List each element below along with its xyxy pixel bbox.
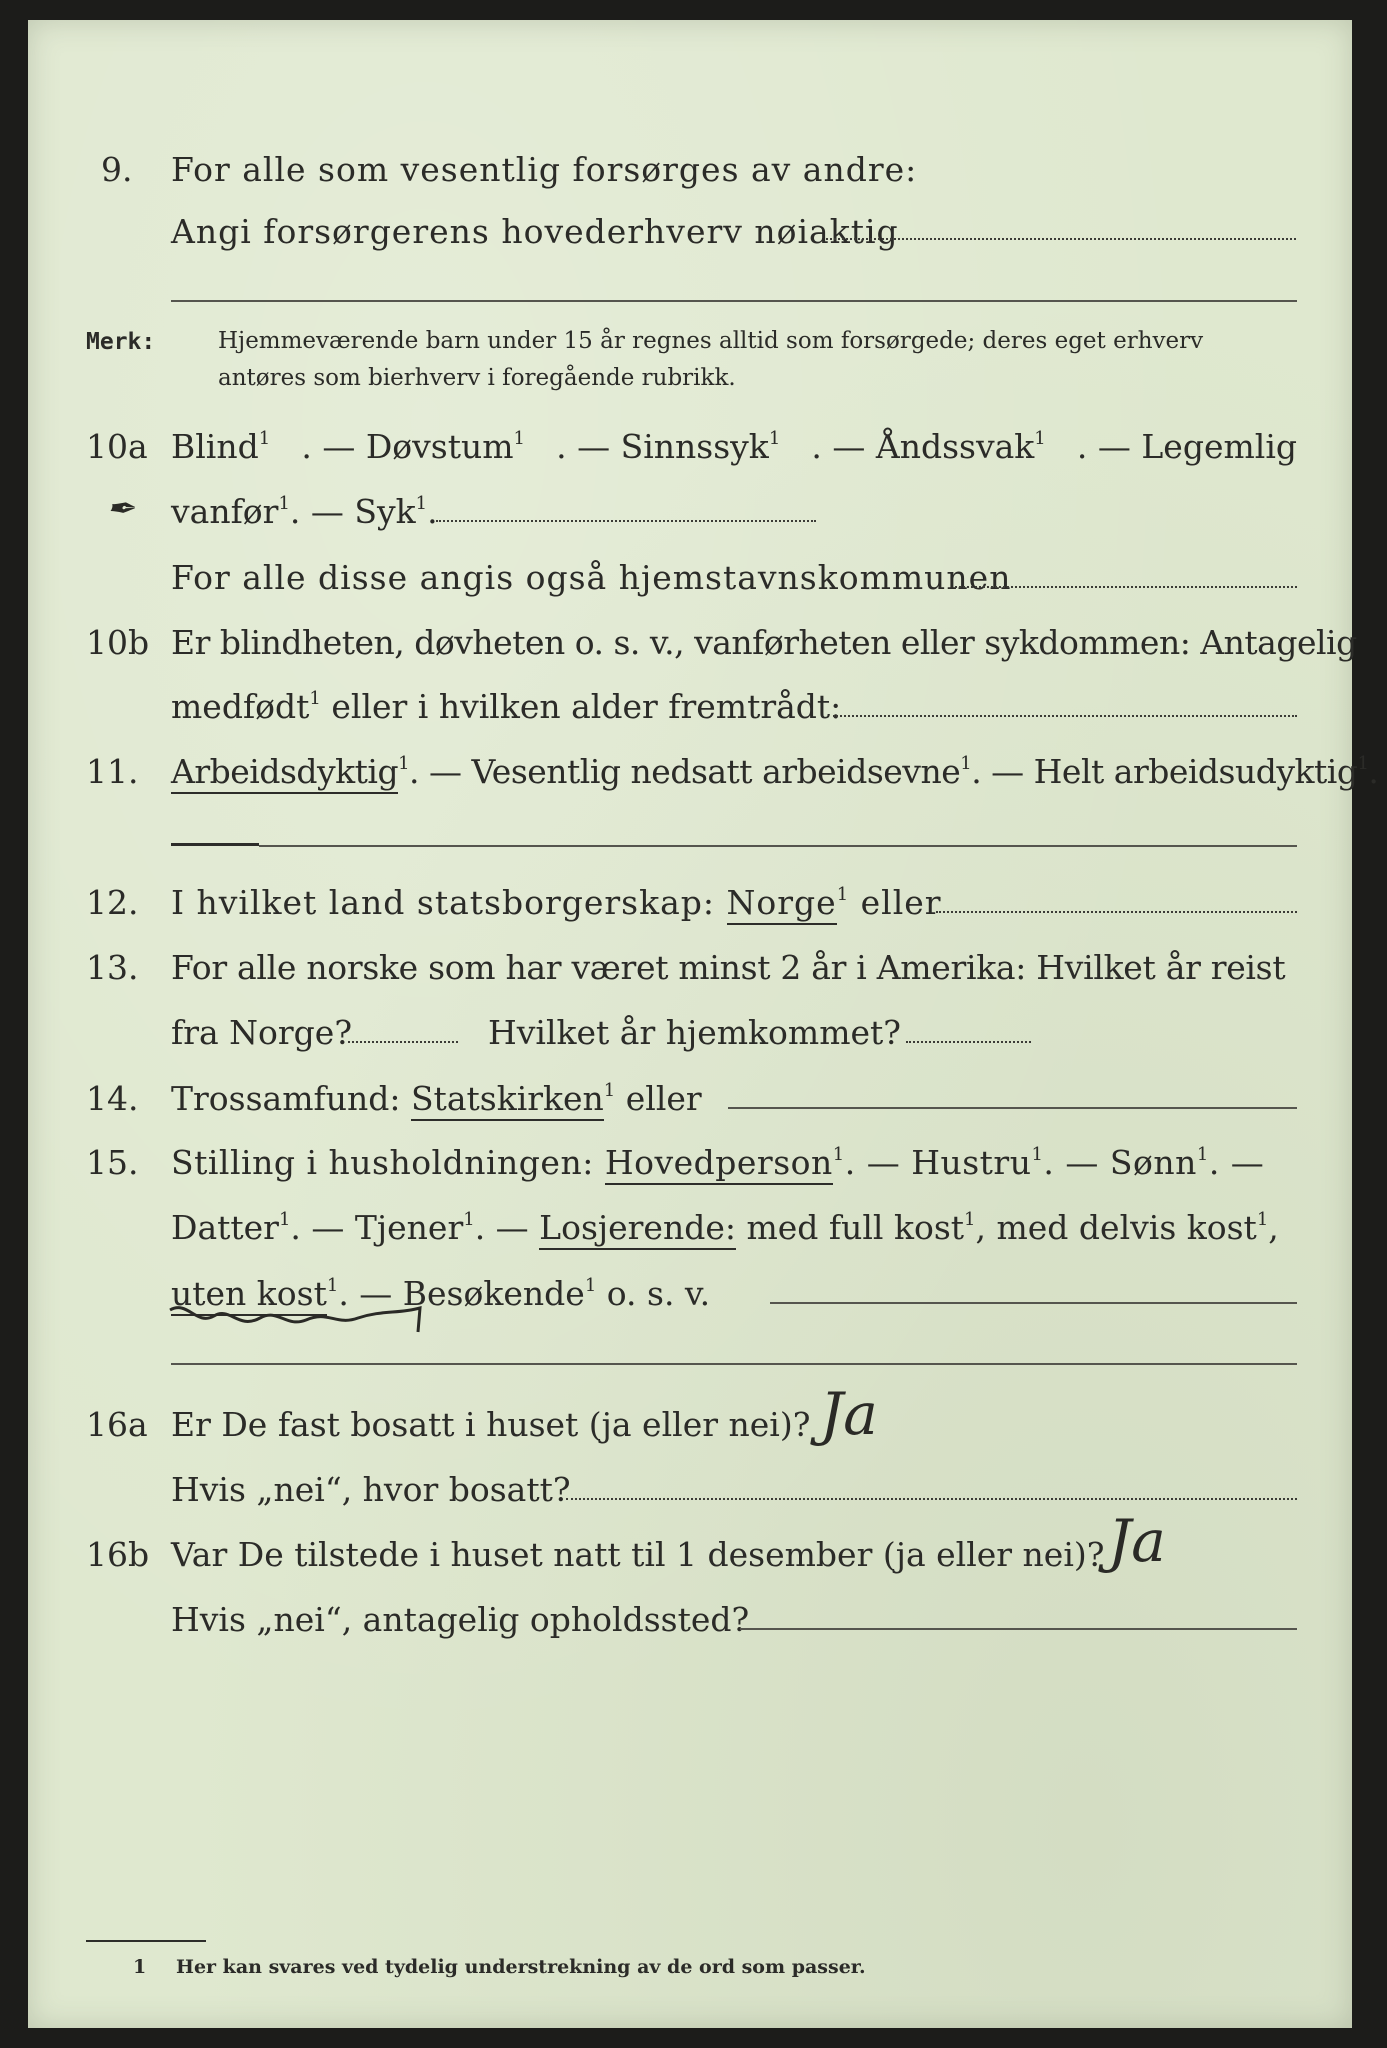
q15-besokende: . — Besøkende [338,1274,585,1313]
q10a-andssvak: . — Åndssvak [811,427,1035,466]
q12-answer-line[interactable] [936,911,1297,913]
footnote-ref: 1 [1256,1209,1269,1230]
q15-dash2: . — [474,1208,540,1247]
q14-eller: eller [615,1079,702,1118]
q13-line2b: Hvilket år hjemkommet? [488,1013,901,1052]
q10b-alder: eller i hvilken alder fremtrådt: [320,687,842,726]
q16b-answer-line[interactable] [740,1628,1297,1630]
q15-sonn: . — Sønn [1043,1143,1197,1182]
q10b-answer-line[interactable] [833,715,1297,717]
census-form-page [28,20,1379,2028]
q10a-legemlig: . — Legemlig [1076,427,1297,466]
q15-osv: o. s. v. [596,1274,711,1313]
merk-line1: Hjemmeværende barn under 15 år regnes alltid som forsørgede; deres eget erhverv [218,328,1204,354]
footnote-ref: 1 [309,688,321,709]
q16a-line2: Hvis „nei“, hvor bosatt? [171,1470,571,1509]
q13-number: 13. [86,948,139,987]
q15-uten-kost-underlined[interactable]: uten kost [171,1274,327,1316]
footnote-ref: 1 [832,1144,845,1165]
merk-line2: antøres som bierhverv i foregående rubrikk. [218,365,736,391]
q16b-handwritten-answer[interactable]: Ja [1108,1507,1166,1575]
q15-delvis-kost: , med delvis kost [975,1208,1257,1247]
q11-pen-stroke [171,843,259,846]
q13-hjemkommet-answer-line[interactable] [906,1041,1031,1043]
q16a-answer-line[interactable] [566,1498,1297,1500]
q15-datter: Datter [171,1208,279,1247]
footnote-ref: 1 [1196,1144,1209,1165]
q11-number: 11. [86,752,139,791]
margin-mark-icon: ✒ [106,489,135,529]
q16a-line1: Er De fast bosatt i huset (ja eller nei)? [171,1405,811,1444]
q9-line2: Angi forsørgerens hovederhverv nøiaktig [171,212,899,251]
footnote-ref: 1 [768,428,781,449]
q15-hustru: . — Hustru [844,1143,1032,1182]
q15-line2 [171,1208,1279,1247]
q16b-line1: Var De tilstede i huset natt til 1 desember (ja eller nei)? [171,1535,1105,1574]
footnote-mark: 1 [133,1956,147,1978]
q16a-number: 16a [86,1405,148,1444]
q9-separator [171,300,1297,302]
q11-udyktig: . — Helt arbeidsudyktig [971,752,1358,791]
q9-number: 9. [101,150,133,189]
q15-number: 15. [86,1143,139,1182]
footnote-ref: 1 [960,753,972,774]
footnote-ref: 1 [513,428,525,449]
footnote-separator [86,1940,206,1942]
footnote-ref: 1 [326,1275,339,1296]
q9-answer-line[interactable] [826,238,1296,240]
q12-question: I hvilket land statsborgerskap: [171,883,727,922]
q15-line1 [171,1143,1265,1182]
footnote-ref: 1 [398,753,410,774]
q15-hovedperson-underlined[interactable]: Hovedperson [605,1143,833,1185]
q15-answer-line[interactable] [770,1302,1297,1304]
footnote-ref: 1 [1031,1144,1044,1165]
q10a-line3: For alle disse angis også hjemstavnskommunen [171,558,1012,597]
footnote-ref: 1 [603,1080,616,1101]
q14-line [171,1079,702,1118]
footnote-ref: 1 [463,1209,475,1230]
q10a-line1 [171,427,1297,466]
q9-line1: For alle som vesentlig forsørges av andre: [171,150,918,189]
q10a-number: 10a [86,427,148,466]
footnote-ref: 1 [964,1209,976,1230]
q11-separator [259,845,1297,847]
footnote-ref: 1 [258,428,271,449]
q15-tjener: . — Tjener [290,1208,464,1247]
q16a-handwritten-answer[interactable]: Ja [820,1380,878,1448]
q15-full-kost: med full kost [735,1208,965,1247]
q11-nedsatt: . — Vesentlig nedsatt arbeidsevne [409,752,961,791]
footnote-ref: 1 [278,493,290,514]
q10a-dovstum: . — Døvstum [301,427,514,466]
q10b-number: 10b [86,623,150,662]
footnote-ref: 1 [1034,428,1046,449]
q10a-syk: . — Syk [289,492,416,531]
footnote-ref: 1 [584,1275,597,1296]
q15-question: Stilling i husholdningen: [171,1143,605,1182]
q14-answer-line[interactable] [728,1107,1297,1109]
q12-norge-underlined[interactable]: Norge [727,883,837,925]
q16b-number: 16b [86,1535,150,1574]
merk-label: Merk: [86,329,156,355]
q10a-kommune-answer-line[interactable] [955,586,1297,588]
q12-number: 12. [86,883,139,922]
footnote-text: Her kan svares ved tydelig understrekning av de ord som passer. [176,1956,866,1978]
q14-number: 14. [86,1079,139,1118]
q14-question: Trossamfund: [171,1079,411,1118]
q10a-syk-answer-line[interactable] [436,520,816,522]
q11-line [171,752,1379,791]
q12-eller: eller [849,883,942,922]
q10a-vanfor: vanfør [171,492,279,531]
q13-line1: For alle norske som har været minst 2 år i Amerika: Hvilket år reist [171,948,1286,987]
q13-reist-answer-line[interactable] [348,1041,458,1043]
q15-dash: . — [1208,1143,1265,1182]
q16b-line2: Hvis „nei“, antagelig opholdssted? [171,1600,750,1639]
q10b-line2 [171,687,842,726]
q10b-line1: Er blindheten, døvheten o. s. v., vanførheten eller sykdommen: Antagelig [171,623,1357,662]
footnote-ref: 1 [836,884,850,905]
q15-handwritten-scribble [168,1296,438,1336]
q15-comma: , [1268,1208,1279,1247]
q10a-sinnssyk: . — Sinnssyk [556,427,769,466]
footnote-ref: 1 [1357,753,1369,774]
q10a-line2 [171,492,438,531]
q14-statskirken-underlined[interactable]: Statskirken [411,1079,604,1121]
q10a-blind: Blind [171,427,259,466]
q13-line2a: fra Norge? [171,1013,353,1052]
q10b-medfodt: medfødt [171,687,310,726]
footnote-ref: 1 [415,493,428,514]
q11-arbeidsdyktig-underlined[interactable]: Arbeidsdyktig [171,752,398,794]
q15-losjerende-underlined[interactable]: Losjerende: [539,1208,736,1250]
q12-line [171,883,942,922]
footnote-ref: 1 [278,1209,291,1230]
q15-separator [171,1363,1297,1365]
q11-period: . [1368,752,1379,791]
q10a-period: . [427,492,438,531]
